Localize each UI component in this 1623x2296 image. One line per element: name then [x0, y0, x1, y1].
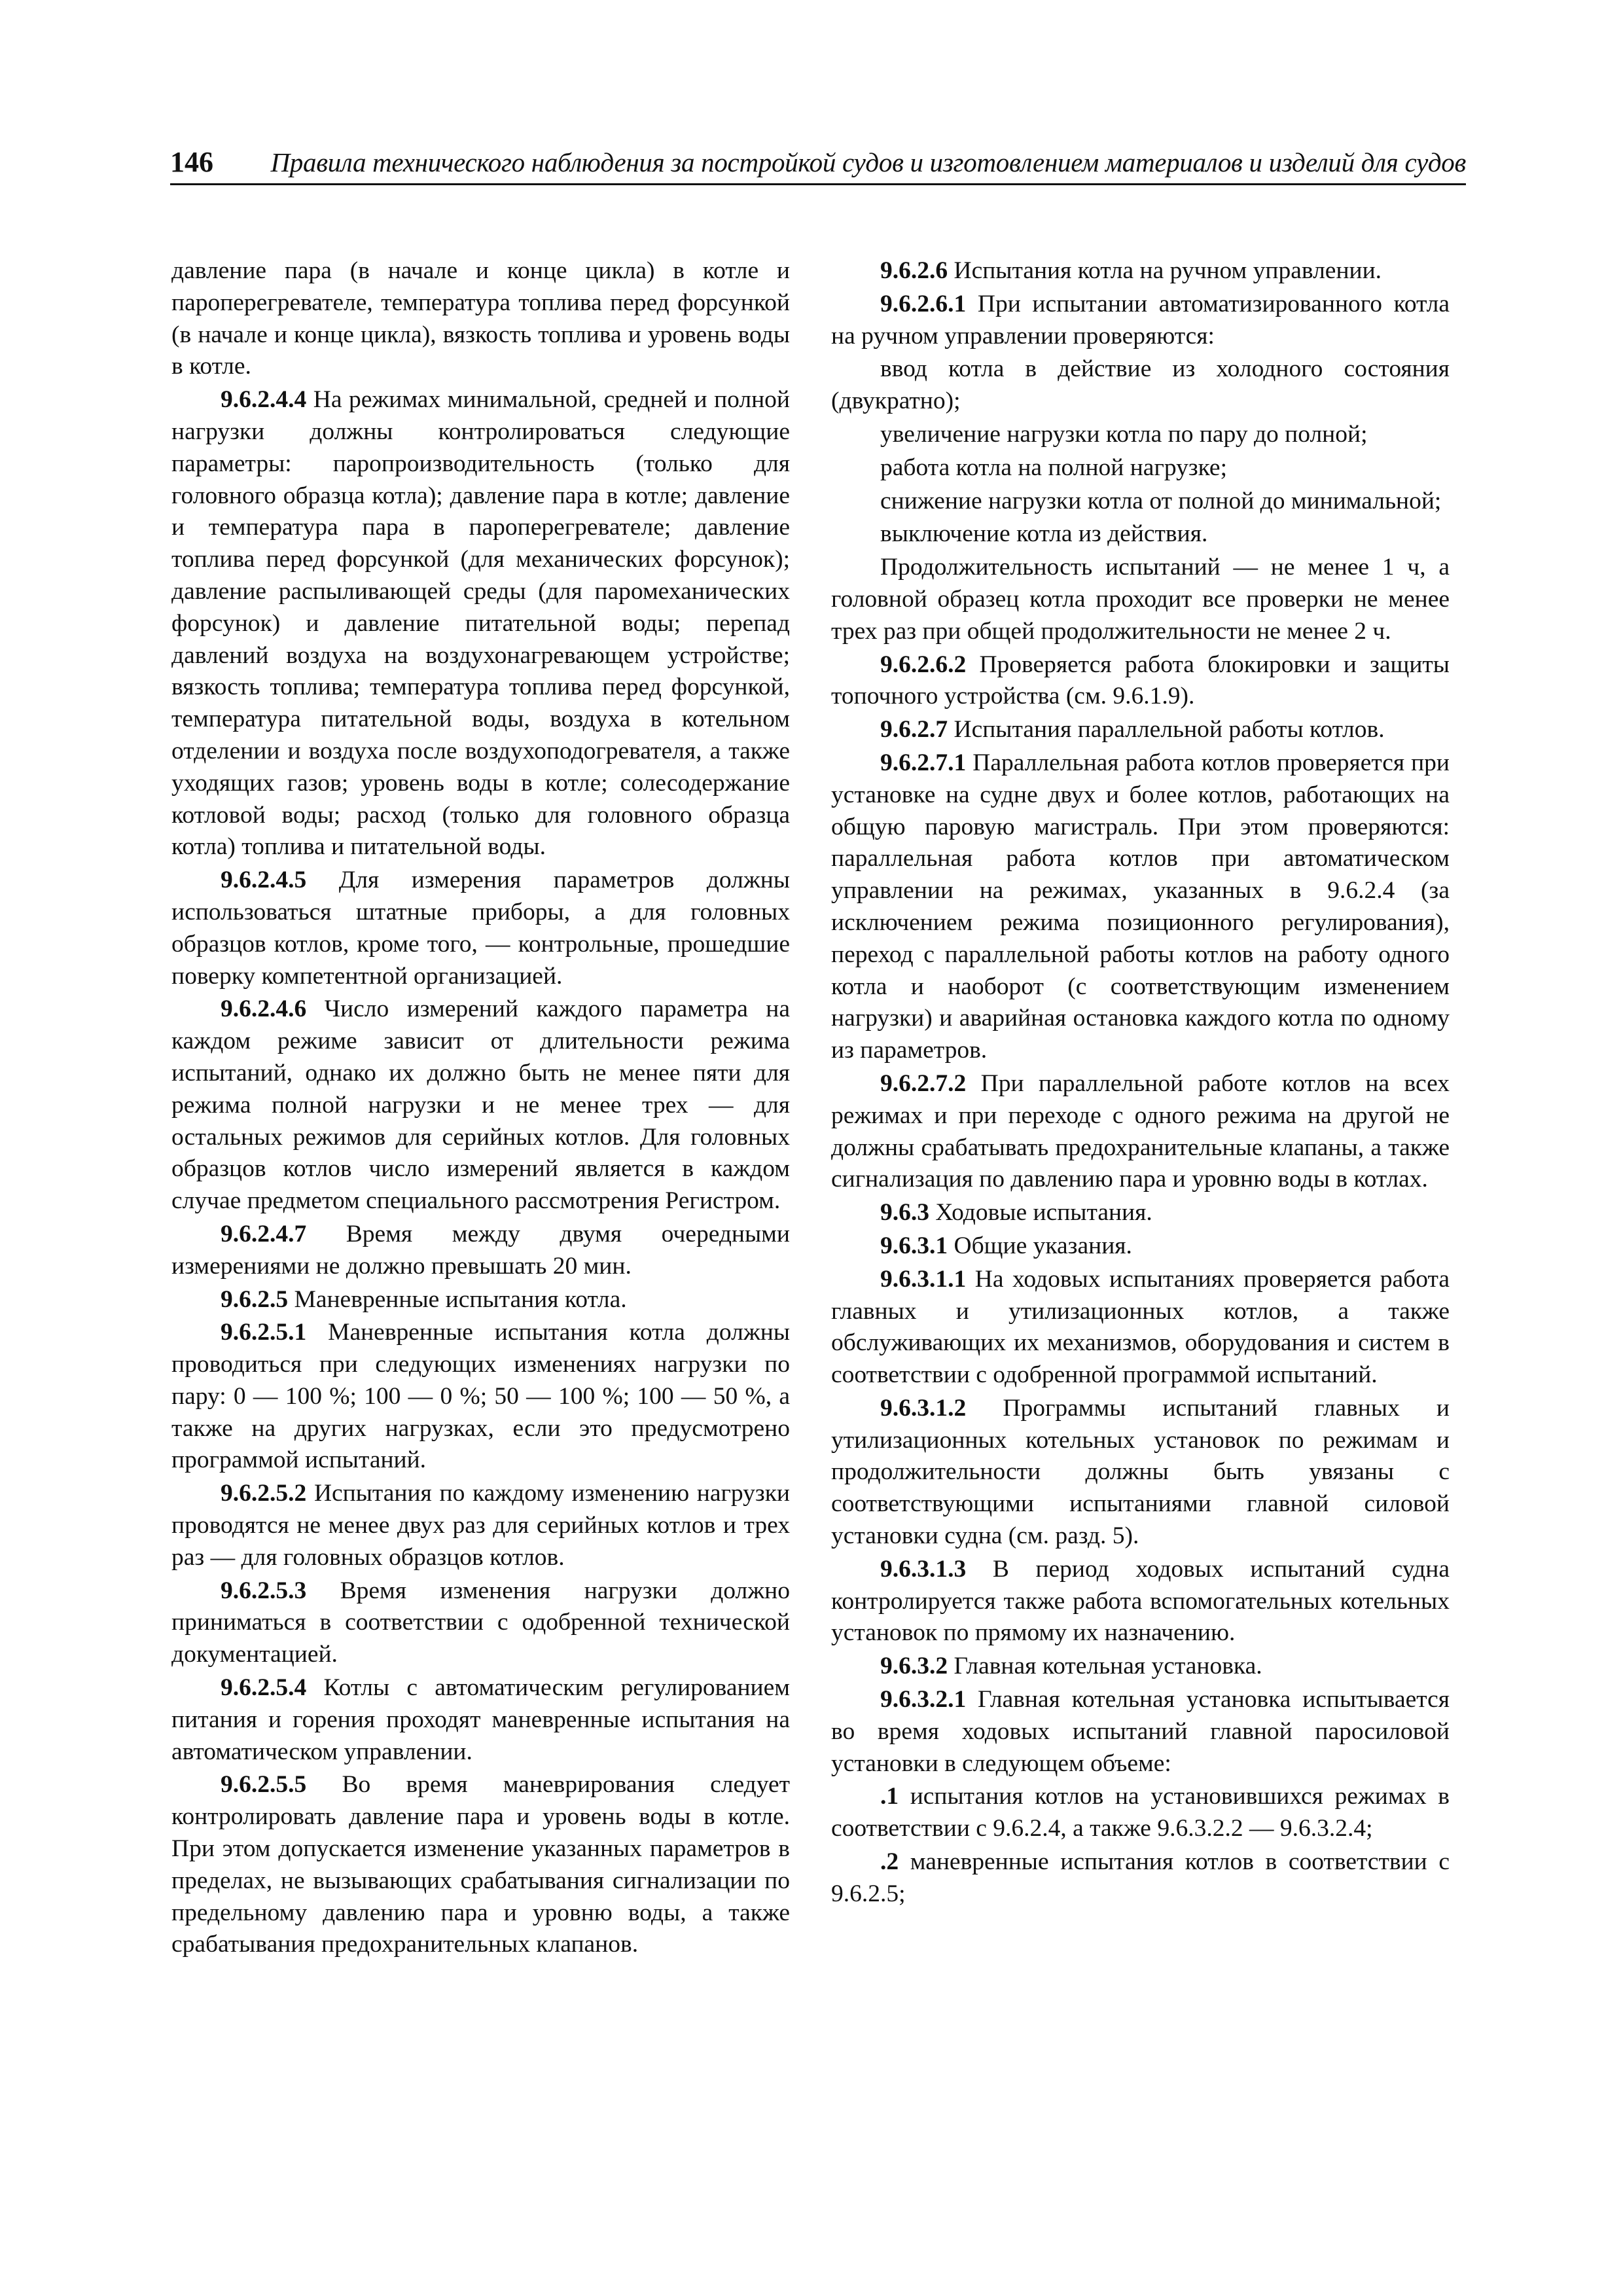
paragraph-text: работа котла на полной нагрузке;: [880, 454, 1227, 481]
paragraph: [831, 1554, 1450, 1649]
paragraph-text: На режимах минимальной, средней и полной нагрузки должны контролироваться следующие параметры: паропроизводительность (только для головного образца котла); давление пара в котле; давление и температура пара в пароперегревателе; давление топлива перед форсункой (для механических форсунок); давление распыливающей среды (для паромеханических форсунок) и давление питательной воды; перепад давлений воздуха на воздухонагревающем устройстве; вязкость топлива; температура топлива перед форсункой, температура питательной воды, воздуха в котельном отделении и воздуха после воздухоподогревателя, а также уходящих газов; уровень воды в котле; солесодержание котловой воды; расход (только для головного образца котла) топлива и питательной воды.: [171, 386, 790, 861]
paragraph-text: При параллельной работе котлов на всех режимах и при переходе с одного режима на другой не должны срабатывать предохранительные клапаны, а также сигнализация по давлению пара и уровню воды в котлах.: [831, 1069, 1450, 1193]
clause-number: 9.6.3.1.3: [880, 1555, 967, 1583]
clause-number: 9.6.2.7: [880, 716, 948, 744]
paragraph-text: В период ходовых испытаний судна контролируется также работа вспомогательных котельных установок по прямому их назначению.: [831, 1555, 1450, 1647]
clause-number: 9.6.2.6.2: [880, 651, 967, 678]
paragraph: [171, 1672, 790, 1768]
paragraph-text: Котлы с автоматическим регулированием питания и горения проходят маневренные испытания на автоматическом управлении.: [171, 1674, 790, 1765]
paragraph-text: На ходовых испытаниях проверяется работа главных и утилизационных котлов, а также обслуживающих их механизмов, оборудования и систем в соответствии с одобренной программой испытаний.: [831, 1265, 1450, 1389]
paragraph-text: выключение котла из действия.: [880, 520, 1208, 548]
paragraph-text: При испытании автоматизированного котла на ручном управлении проверяются:: [831, 290, 1450, 350]
paragraph: [831, 649, 1450, 713]
paragraph: [171, 1219, 790, 1283]
paragraph-text: ввод котла в действие из холодного состояния (двукратно);: [831, 355, 1450, 415]
paragraph: [831, 353, 1450, 418]
clause-number: 9.6.2.5.1: [221, 1319, 307, 1346]
paragraph: [831, 518, 1450, 550]
paragraph: [171, 1575, 790, 1671]
paragraph: [831, 1684, 1450, 1780]
clause-number: 9.6.2.4.7: [221, 1220, 307, 1247]
paragraph-text: Во время маневрирования следует контролировать давление пара и уровень воды в котле. При этом допускается изменение указанных параметров в пределах, не вызывающих срабатывания сигнализации по предельному давлению пара и уровню воды, а также срабатывания предохранительных клапанов.: [171, 1771, 790, 1958]
clause-number: 9.6.2.5.4: [221, 1674, 307, 1702]
paragraph: [831, 1846, 1450, 1910]
paragraph-text: Проверяется работа блокировки и защиты топочного устройства (см. 9.6.1.9).: [831, 651, 1450, 710]
paragraph: [171, 1284, 790, 1316]
paragraph-text: Параллельная работа котлов проверяется при установке на судне двух и более котлов, работающих на общую паровую магистраль. При этом проверяются: параллельная работа котлов при автоматическом управлении на режимах, указанных в 9.6.2.4 (за исключением режима позиционного регулирования), переход с параллельной работы котлов на работу одного котла и наоборот (с соответствующим изменением нагрузки) и аварийная остановка каждого котла по одному из параметров.: [831, 749, 1450, 1064]
clause-number: 9.6.2.5.5: [221, 1771, 307, 1799]
paragraph: [831, 1068, 1450, 1196]
paragraph-text: Продолжительность испытаний — не менее 1 ч, а головной образец котла проходит все проверки не менее трех раз при общей продолжительности не менее 2 ч.: [831, 554, 1450, 645]
paragraph-text: испытания котлов на установившихся режимах в соответствии с 9.6.2.4, а также 9.6.3.2.2 — 9.6.3.2.4;: [831, 1783, 1450, 1842]
clause-number: 9.6.3.1.2: [880, 1394, 967, 1422]
clause-number: 9.6.3: [880, 1199, 929, 1227]
clause-number: 9.6.2.4.6: [221, 996, 307, 1023]
clause-number: 9.6.2.7.2: [880, 1069, 967, 1097]
page-number: 146: [170, 146, 213, 178]
clause-number: 9.6.2.4.4: [221, 386, 307, 414]
paragraph: [171, 1769, 790, 1961]
paragraph: [831, 1781, 1450, 1845]
paragraph: [831, 419, 1450, 451]
left-column: [171, 255, 790, 1962]
paragraph: [831, 747, 1450, 1067]
paragraph: [831, 255, 1450, 287]
paragraph: [831, 289, 1450, 353]
paragraph-text: Главная котельная установка испытывается во время ходовых испытаний главной паросиловой установки в следующем объеме:: [831, 1686, 1450, 1777]
paragraph-text: давление пара (в начале и конце цикла) в котле и пароперегревателе, температура топлива перед форсункой (в начале и конце цикла), вязкость топлива и уровень воды в котле.: [171, 257, 790, 380]
paragraph: [831, 1230, 1450, 1263]
paragraph-text: Испытания котла на ручном управлении.: [948, 257, 1382, 284]
clause-number: 9.6.2.7.1: [880, 749, 967, 776]
clause-number: 9.6.3.2.1: [880, 1686, 967, 1713]
paragraph: [831, 714, 1450, 746]
paragraph-text: Маневренные испытания котла.: [288, 1285, 627, 1313]
paragraph-text: Общие указания.: [948, 1232, 1132, 1259]
paragraph: [831, 552, 1450, 647]
paragraph-text: Испытания параллельной работы котлов.: [948, 716, 1385, 744]
paragraph: [171, 255, 790, 383]
paragraph-text: Программы испытаний главных и утилизационных котельных установок по режимам и продолжительности должны быть увязаны с соответствующими испытаниями главной силовой установки судна (см. разд. 5).: [831, 1394, 1450, 1550]
clause-number: 9.6.2.5.2: [221, 1480, 307, 1507]
paragraph-text: Маневренные испытания котла должны проводиться при следующих изменениях нагрузки по пару: 0 — 100 %; 100 — 0 %; 50 — 100 %; 100 — 50 %, а также на других нагрузках, если это предусмотрено программой испытаний.: [171, 1319, 790, 1474]
paragraph-text: Испытания по каждому изменению нагрузки проводятся не менее двух раз для серийных котлов и трех раз — для головных образцов котлов.: [171, 1480, 790, 1571]
paragraph-text: Время между двумя очередными измерениями не должно превышать 20 мин.: [171, 1220, 790, 1280]
clause-number: 9.6.2.5.3: [221, 1577, 307, 1604]
paragraph-text: Главная котельная установка.: [948, 1653, 1262, 1680]
clause-number: .1: [880, 1783, 899, 1810]
paragraph-text: маневренные испытания котлов в соответствии с 9.6.2.5;: [831, 1848, 1450, 1907]
page-header: [170, 144, 1466, 185]
clause-number: .2: [880, 1848, 899, 1876]
paragraph: [831, 1651, 1450, 1683]
paragraph-text: Ходовые испытания.: [929, 1199, 1152, 1227]
paragraph-text: Время изменения нагрузки должно приниматься в соответствии с одобренной технической документацией.: [171, 1577, 790, 1668]
paragraph-text: увеличение нагрузки котла по пару до полной;: [880, 420, 1368, 448]
clause-number: 9.6.3.1: [880, 1232, 948, 1259]
paragraph: [171, 1317, 790, 1477]
paragraph: [171, 384, 790, 863]
paragraph: [831, 452, 1450, 484]
paragraph: [171, 994, 790, 1217]
paragraph: [171, 865, 790, 992]
paragraph: [831, 1264, 1450, 1391]
paragraph: [171, 1478, 790, 1573]
clause-number: 9.6.2.4.5: [221, 867, 307, 894]
clause-number: 9.6.3.2: [880, 1653, 948, 1680]
running-title: Правила технического наблюдения за постройкой судов и изготовлением материалов и изделий для судов: [270, 147, 1466, 177]
paragraph: [831, 486, 1450, 518]
clause-number: 9.6.2.6.1: [880, 290, 967, 317]
right-column: [831, 255, 1450, 1912]
clause-number: 9.6.2.6: [880, 257, 948, 284]
clause-number: 9.6.2.5: [221, 1285, 289, 1313]
paragraph: [831, 1197, 1450, 1229]
clause-number: 9.6.3.1.1: [880, 1265, 967, 1293]
paragraph-text: Для измерения параметров должны использоваться штатные приборы, а для головных образцов котлов, кроме того, — контрольные, прошедшие поверку компетентной организацией.: [171, 867, 790, 990]
paragraph: [831, 1393, 1450, 1552]
paragraph-text: Число измерений каждого параметра на каждом режиме зависит от длительности режима испытаний, однако их должно быть не менее пяти для режима полной нагрузки и не менее трех — для остальных режимов для серийных котлов. Для головных образцов котлов число измерений является в каждом случае предметом специального рассмотрения Регистром.: [171, 996, 790, 1215]
paragraph-text: снижение нагрузки котла от полной до минимальной;: [880, 487, 1442, 514]
